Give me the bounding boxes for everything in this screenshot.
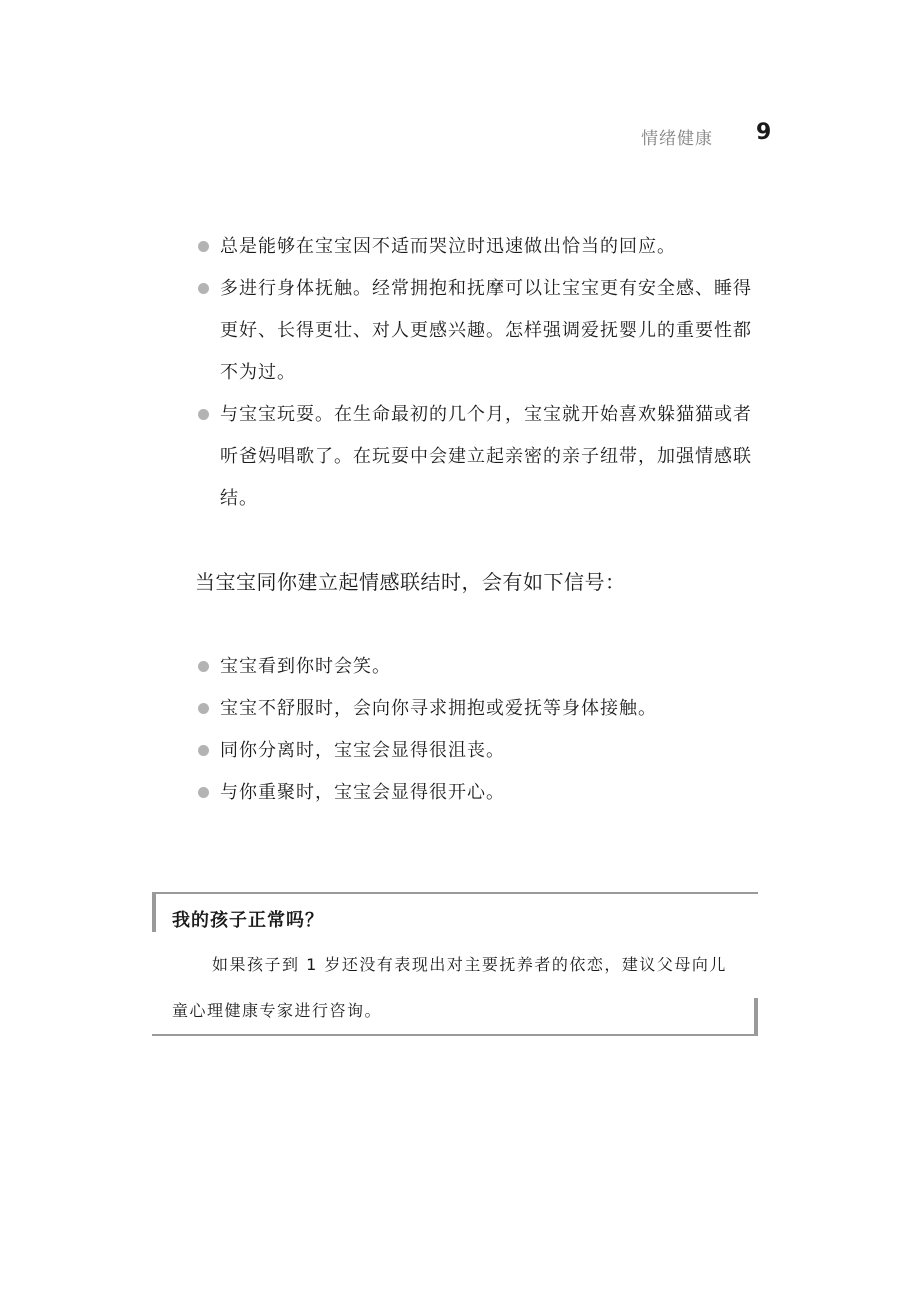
list-item-text: 同你分离时，宝宝会显得很沮丧。 xyxy=(220,740,505,761)
list-item xyxy=(198,268,766,394)
section-title: 情绪健康 xyxy=(641,129,713,149)
bullet-dot-icon xyxy=(198,409,209,420)
list-item-text: 宝宝看到你时会笑。 xyxy=(220,656,391,677)
signals-intro: 当宝宝同你建立起情感联结时，会有如下信号： xyxy=(195,570,626,594)
page-number: 9 xyxy=(756,120,772,145)
list-item xyxy=(198,226,766,268)
list-item-text: 与你重聚时，宝宝会显得很开心。 xyxy=(220,782,505,803)
list-item xyxy=(198,772,766,814)
tips-list xyxy=(198,226,766,520)
bullet-dot-icon xyxy=(198,703,209,714)
sidebar-right-bar xyxy=(754,998,758,1036)
bullet-dot-icon xyxy=(198,241,209,252)
bullet-dot-icon xyxy=(198,745,209,756)
sidebar-bottom-rule xyxy=(152,1034,758,1036)
list-item xyxy=(198,394,766,520)
sidebar-top-rule xyxy=(152,892,758,894)
sidebar-box xyxy=(152,892,758,1037)
signals-list xyxy=(198,646,766,814)
sidebar-title: 我的孩子正常吗？ xyxy=(172,910,324,931)
list-item xyxy=(198,730,766,772)
list-item-text: 与宝宝玩耍。在生命最初的几个月，宝宝就开始喜欢躲猫猫或者听爸妈唱歌了。在玩耍中会建立起亲密的亲子纽带，加强情感联结。 xyxy=(220,404,752,509)
list-item-text: 多进行身体抚触。经常拥抱和抚摩可以让宝宝更有安全感、睡得更好、长得更壮、对人更感兴趣。怎样强调爱抚婴儿的重要性都不为过。 xyxy=(220,278,752,383)
page-header xyxy=(0,122,900,152)
bullet-dot-icon xyxy=(198,283,209,294)
list-item-text: 宝宝不舒服时，会向你寻求拥抱或爱抚等身体接触。 xyxy=(220,698,657,719)
list-item-text: 总是能够在宝宝因不适而哭泣时迅速做出恰当的回应。 xyxy=(220,236,676,257)
bullet-dot-icon xyxy=(198,787,209,798)
sidebar-body: 如果孩子到 1 岁还没有表现出对主要抚养者的依恋，建议父母向儿童心理健康专家进行咨询。 xyxy=(172,955,727,1020)
list-item xyxy=(198,688,766,730)
sidebar-left-bar xyxy=(152,892,156,932)
list-item xyxy=(198,646,766,688)
bullet-dot-icon xyxy=(198,661,209,672)
